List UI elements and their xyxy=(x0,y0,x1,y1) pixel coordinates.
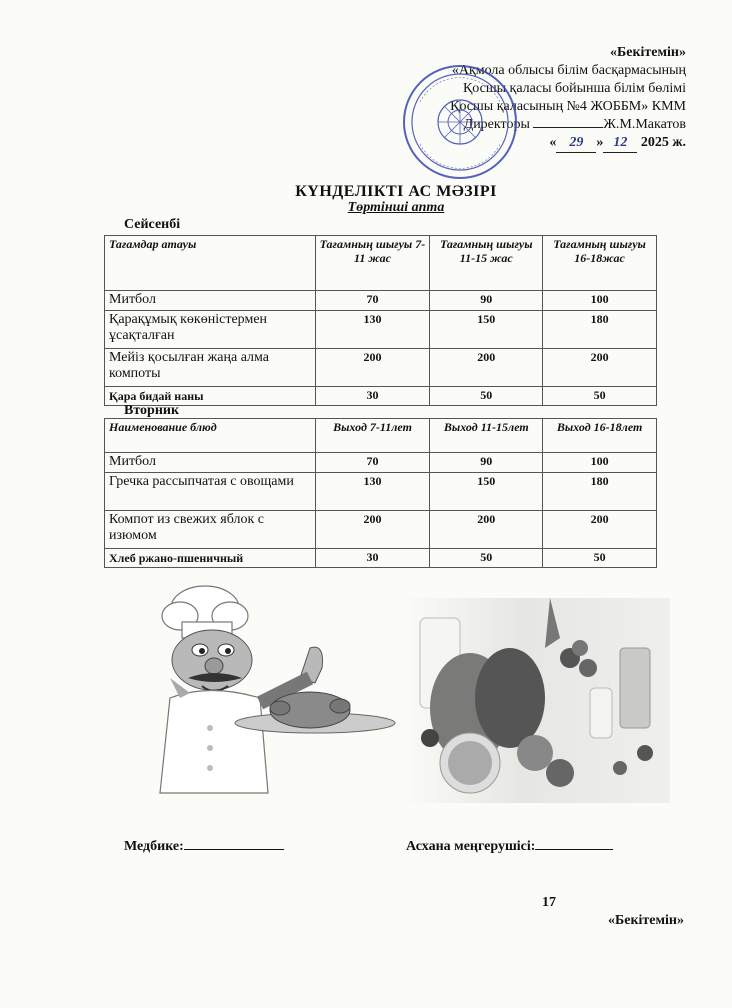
approval-line-dept: Қосшы қаласы бойынша білім бөлімі xyxy=(462,81,686,96)
dish-name: Хлеб ржано-пшеничный xyxy=(105,549,316,568)
dish-name: Мейіз қосылған жаңа алма компоты xyxy=(105,349,316,387)
header-col-16-18: Выход 16-18лет xyxy=(543,419,657,453)
director-name: Ж.М.Макатов xyxy=(603,117,686,132)
page-number: 17 xyxy=(542,895,556,910)
table-row: Қара бидай наны 30 50 50 xyxy=(105,387,657,406)
header-dish-name: Наименование блюд xyxy=(105,419,316,453)
header-col-7-11: Тағамның шығуы 7-11 жас xyxy=(315,236,430,291)
nurse-signature-line xyxy=(184,838,284,850)
approval-date: « 29 » 12 2025 ж. xyxy=(450,134,686,153)
signature-line xyxy=(533,116,603,128)
day-label-ru: Вторник xyxy=(124,403,180,418)
table-row: Қарақұмық көкөністермен ұсақталған 130 150 180 xyxy=(105,311,657,349)
menu-table-kz xyxy=(104,235,657,406)
header-col-11-15: Тағамның шығуы 11-15 жас xyxy=(430,236,543,291)
table-header-row xyxy=(105,419,657,453)
menu-title: КҮНДЕЛІКТІ АС МӘЗІРІ xyxy=(295,183,497,200)
table-row: Гречка рассыпчатая с овощами 130 150 180 xyxy=(105,473,657,511)
kitchen-signature-line xyxy=(535,838,613,850)
dish-name: Митбол xyxy=(105,291,316,311)
table-header-row xyxy=(105,236,657,291)
day-label-kz: Сейсенбі xyxy=(124,217,181,232)
date-day: 29 xyxy=(556,134,596,153)
table-row: Хлеб ржано-пшеничный 30 50 50 xyxy=(105,549,657,568)
header-col-7-11: Выход 7-11лет xyxy=(315,419,430,453)
dish-name: Қарақұмық көкөністермен ұсақталған xyxy=(105,311,316,349)
menu-week: Төртінші апта xyxy=(347,200,445,215)
dish-name: Гречка рассыпчатая с овощами xyxy=(105,473,316,511)
kitchen-head-signature: Асхана меңгерушісі: xyxy=(406,838,613,855)
approval-line-school: Қосшы қаласының №4 ЖОББМ» КММ xyxy=(450,99,686,114)
director-label: Директоры xyxy=(463,117,530,132)
header-col-11-15: Выход 11-15лет xyxy=(430,419,543,453)
dish-name: Митбол xyxy=(105,453,316,473)
header-dish-name: Тағамдар атауы xyxy=(105,236,316,291)
footer-approve-label: «Бекітемін» xyxy=(607,913,684,928)
dish-name: Қара бидай наны xyxy=(105,387,316,406)
approval-line-org: «Ақмола облысы білім басқармасының xyxy=(451,63,686,78)
dish-name: Компот из свежих яблок с изюмом xyxy=(105,511,316,549)
chef-and-food-illustration xyxy=(150,578,670,808)
official-seal-stamp xyxy=(400,62,520,182)
table-row: Митбол 70 90 100 xyxy=(105,453,657,473)
approval-title: «Бекітемін» xyxy=(609,45,686,60)
nurse-signature: Медбике: xyxy=(124,838,284,855)
date-year: 2025 ж. xyxy=(640,135,686,150)
menu-table-ru xyxy=(104,418,657,568)
table-row: Мейіз қосылған жаңа алма компоты 200 200 200 xyxy=(105,349,657,387)
table-row: Митбол 70 90 100 xyxy=(105,291,657,311)
date-month: 12 xyxy=(603,134,637,153)
header-col-16-18: Тағамның шығуы 16-18жас xyxy=(543,236,657,291)
chef-icon xyxy=(160,586,323,793)
table-row: Компот из свежих яблок с изюмом 200 200 200 xyxy=(105,511,657,549)
